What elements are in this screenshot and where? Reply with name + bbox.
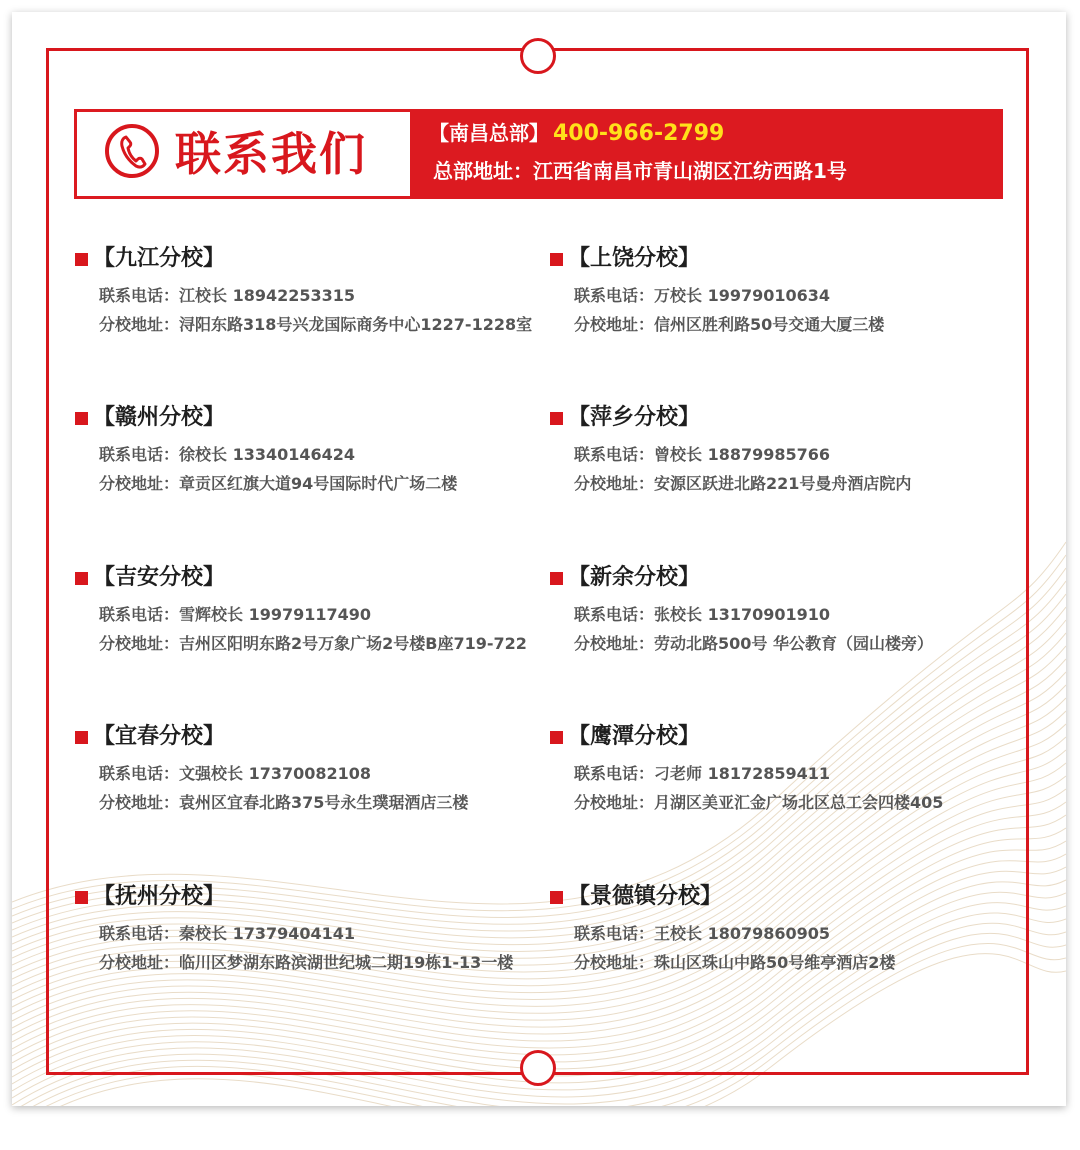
branch-address: 分校地址：浔阳东路318号兴龙国际商务中心1227-1228室	[99, 315, 533, 334]
branch-name: 【新余分校】	[568, 565, 701, 590]
header-title-box	[77, 112, 410, 196]
bullet-square	[550, 731, 563, 744]
branch-name: 【萍乡分校】	[568, 405, 701, 430]
branch-address: 分校地址：信州区胜利路50号交通大厦三楼	[574, 315, 885, 334]
branch-name: 【九江分校】	[93, 246, 226, 271]
branch-address: 分校地址：吉州区阳明东路2号万象广场2号楼B座719-722	[99, 634, 527, 653]
branch-phone: 联系电话：徐校长 13340146424	[99, 445, 356, 464]
branch-phone: 联系电话：万校长 19979010634	[574, 286, 831, 305]
branch-name: 【景德镇分校】	[568, 884, 723, 909]
branch-phone: 联系电话：文强校长 17370082108	[99, 764, 372, 783]
bullet-square	[75, 253, 88, 266]
branch-phone: 联系电话：张校长 13170901910	[574, 605, 831, 624]
branch-name: 【宜春分校】	[93, 724, 226, 749]
branch-address: 分校地址：临川区梦湖东路滨湖世纪城二期19栋1-13一楼	[99, 953, 514, 972]
branch-address: 分校地址：月湖区美亚汇金广场北区总工会四楼405	[574, 793, 944, 812]
branch-name: 【赣州分校】	[93, 405, 226, 430]
bullet-square	[75, 731, 88, 744]
page-title: 联系我们	[175, 127, 367, 181]
hq-phone-line	[429, 119, 724, 148]
branch-phone: 联系电话：刁老师 18172859411	[574, 764, 831, 783]
hq-label: 【南昌总部】	[429, 121, 549, 145]
branch-name: 【抚州分校】	[93, 884, 226, 909]
branch-name: 【上饶分校】	[568, 246, 701, 271]
branch-address: 分校地址：安源区跃进北路221号曼舟酒店院内	[574, 474, 912, 493]
frame-ring-top	[520, 38, 556, 74]
hq-phone-number[interactable]: 400-966-2799	[553, 121, 725, 146]
phone-icon	[105, 124, 159, 178]
branch-phone: 联系电话：雪辉校长 19979117490	[99, 605, 372, 624]
contact-header	[74, 109, 1003, 199]
frame-ring-bottom	[520, 1050, 556, 1086]
bullet-square	[550, 412, 563, 425]
bullet-square	[550, 891, 563, 904]
bullet-square	[550, 253, 563, 266]
bullet-square	[75, 572, 88, 585]
bullet-square	[75, 891, 88, 904]
branch-name: 【吉安分校】	[93, 565, 226, 590]
bullet-square	[550, 572, 563, 585]
branch-address: 分校地址：章贡区红旗大道94号国际时代广场二楼	[99, 474, 458, 493]
hq-address: 总部地址：江西省南昌市青山湖区江纺西路1号	[433, 159, 847, 183]
branch-address: 分校地址：袁州区宜春北路375号永生璞琚酒店三楼	[99, 793, 469, 812]
contact-card	[12, 12, 1066, 1106]
bullet-square	[75, 412, 88, 425]
branch-phone: 联系电话：曾校长 18879985766	[574, 445, 831, 464]
branch-address: 分校地址：劳动北路500号 华公教育（园山楼旁）	[574, 634, 933, 653]
branch-address: 分校地址：珠山区珠山中路50号维亭酒店2楼	[574, 953, 896, 972]
branch-phone: 联系电话：王校长 18079860905	[574, 924, 831, 943]
branch-name: 【鹰潭分校】	[568, 724, 701, 749]
branch-phone: 联系电话：秦校长 17379404141	[99, 924, 356, 943]
branch-phone: 联系电话：江校长 18942253315	[99, 286, 356, 305]
